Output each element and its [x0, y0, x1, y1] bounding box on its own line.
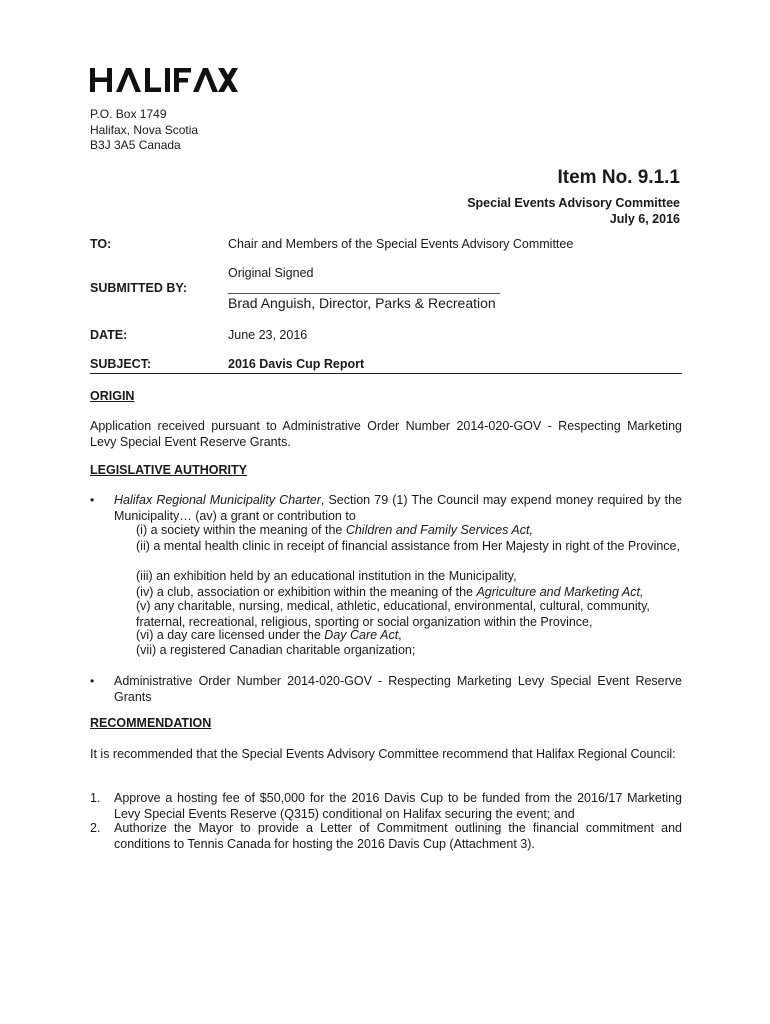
legislative-authority-heading: LEGISLATIVE AUTHORITY — [90, 463, 247, 477]
address-line: Halifax, Nova Scotia — [90, 122, 199, 137]
halifax-logo-mark — [90, 66, 240, 94]
date-value: June 23, 2016 — [228, 328, 308, 342]
date-label: DATE: — [90, 328, 128, 342]
act-name: Children and Family Services Act, — [345, 523, 533, 537]
committee-name: Special Events Advisory Committee — [467, 196, 680, 210]
clause-text: , — [398, 628, 402, 642]
address-line: P.O. Box 1749 — [90, 107, 167, 121]
clause-text: (i) a society within the meaning of the — [136, 523, 346, 537]
grant-clause-iii: (iii) an exhibition held by an educational institution in the Municipality, — [136, 569, 517, 583]
address-line: B3J 3A5 Canada — [90, 138, 181, 152]
legislative-bullet-1 — [114, 493, 682, 524]
subject-label: SUBJECT: — [90, 357, 152, 371]
charter-name: Halifax Regional Municipality Charter — [114, 493, 321, 507]
grant-clause-i — [136, 523, 682, 539]
item-header — [467, 167, 680, 227]
clause-text: (vi) a day care licensed under the — [136, 628, 325, 642]
header-divider — [90, 373, 682, 374]
grant-clause-vii: (vii) a registered Canadian charitable organization; — [136, 643, 416, 657]
list-number: 2. — [90, 821, 101, 835]
grant-clause-vi — [136, 628, 682, 644]
mailing-address — [90, 107, 198, 154]
item-number: Item No. 9.1.1 — [557, 167, 680, 188]
legislative-bullet-2: Administrative Order Number 2014-020-GOV - Respecting Marketing Levy Special Event Reserve Grants — [114, 674, 682, 704]
recommendation-item-1: Approve a hosting fee of $50,000 for the 2016 Davis Cup to be funded from the 2016/17 Marketing Levy Special Events Reserve (Q315) conditional on Halifax securing the event; and — [114, 791, 682, 821]
grant-clause-ii: (ii) a mental health clinic in receipt of financial assistance from Her Majesty in right of the Province, — [136, 539, 680, 553]
recommendation-item-2: Authorize the Mayor to provide a Letter of Commitment outlining the financial commitment and conditions to Tennis Canada for hosting the 2016 Davis Cup (Attachment 3). — [114, 821, 682, 851]
signature-line — [228, 293, 500, 294]
act-name: Agriculture and Marketing Act, — [476, 585, 644, 599]
meeting-date: July 6, 2016 — [609, 212, 680, 226]
grant-clause-v: (v) any charitable, nursing, medical, athletic, educational, environmental, cultural, community, fraternal, recreational, religious, sporting or social organization within the Province, — [136, 599, 650, 629]
bullet-marker: • — [90, 493, 95, 507]
subject-value: 2016 Davis Cup Report — [228, 357, 365, 371]
submitted-by-label: SUBMITTED BY: — [90, 281, 187, 295]
original-signed-note: Original Signed — [228, 266, 314, 280]
halifax-logo — [90, 66, 240, 99]
to-label: TO: — [90, 237, 112, 251]
origin-heading: ORIGIN — [90, 389, 135, 403]
recommendation-intro: It is recommended that the Special Events Advisory Committee recommend that Halifax Regional Council: — [90, 747, 676, 761]
recommendation-heading: RECOMMENDATION — [90, 716, 212, 730]
to-value: Chair and Members of the Special Events Advisory Committee — [228, 237, 574, 251]
bullet-marker: • — [90, 674, 95, 688]
list-number: 1. — [90, 791, 101, 805]
origin-text: Application received pursuant to Administrative Order Number 2014-020-GOV - Respecting Marketing Levy Special Event Reserve Grants. — [90, 419, 682, 449]
clause-text: (iv) a club, association or exhibition within the meaning of the — [136, 585, 477, 599]
charter-section-text: , Section 79 (1) The Council may expend money required by the Municipality… (av) a grant or contribution to — [114, 493, 682, 523]
act-name: Day Care Act — [324, 628, 399, 642]
submitted-by-value: Brad Anguish, Director, Parks & Recreation — [228, 295, 496, 311]
